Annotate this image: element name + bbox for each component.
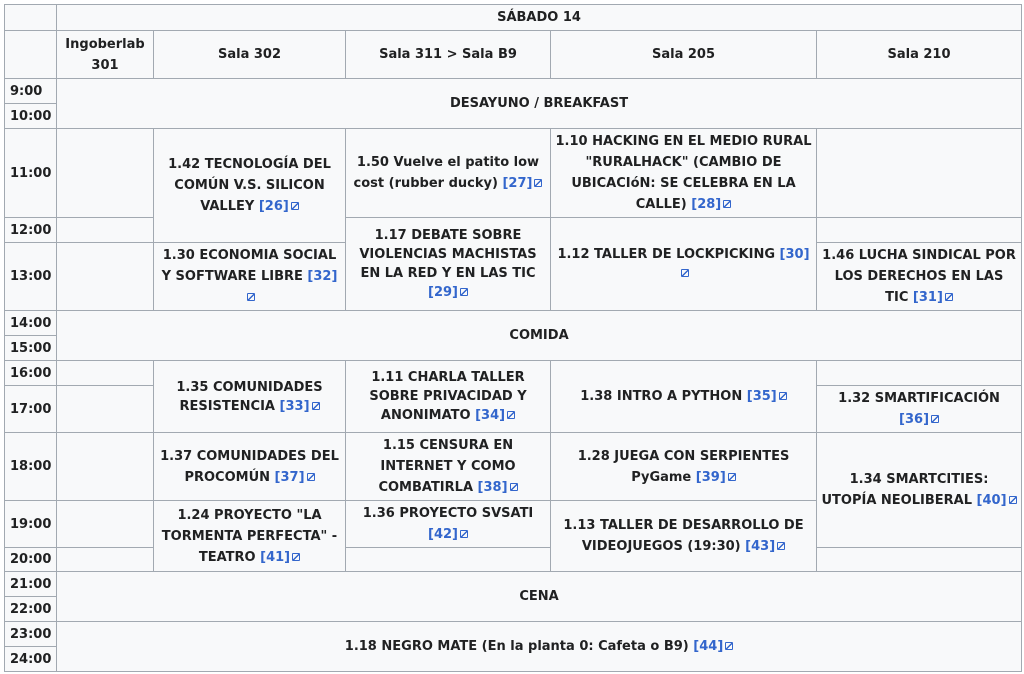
room-header: Sala 210	[817, 31, 1022, 79]
session-title: 1.17 DEBATE SOBRE VIOLENCIAS MACHISTAS EN LA RED Y EN LAS TIC	[359, 228, 537, 281]
empty-cell	[57, 501, 154, 548]
room-header: Sala 205	[551, 31, 817, 79]
session-title: 1.28 JUEGA CON SERPIENTES PyGame	[577, 448, 790, 485]
empty-cell	[57, 243, 154, 311]
session-title: 1.34 SMARTCITIES: UTOPÍA NEOLIBERAL	[821, 472, 989, 508]
session-cell	[551, 361, 817, 433]
reference-link[interactable]: [28]	[691, 197, 731, 212]
room-header: Ingoberlab 301	[57, 31, 154, 79]
session-title: 1.12 TALLER DE LOCKPICKING	[557, 247, 776, 262]
session-cell	[346, 218, 551, 311]
reference-link[interactable]: [32]	[245, 269, 338, 305]
reference-link[interactable]: [42]	[428, 527, 468, 542]
reference-link[interactable]: [33]	[280, 399, 320, 414]
time-label: 22:00	[5, 597, 57, 622]
session-title: 1.38 INTRO A PYTHON	[580, 389, 743, 404]
time-label: 18:00	[5, 433, 57, 501]
session-cell	[817, 433, 1022, 548]
session-title: 1.30 ECONOMIA SOCIAL Y SOFTWARE LIBRE	[161, 248, 337, 284]
session-cell	[346, 129, 551, 218]
session-title: 1.50 Vuelve el patito low cost (rubber ducky)	[353, 155, 540, 191]
reference-link[interactable]: [30]	[679, 247, 810, 281]
time-label: 10:00	[5, 104, 57, 129]
time-label: 24:00	[5, 647, 57, 672]
empty-cell	[817, 218, 1022, 243]
dinner-cell: CENA	[57, 572, 1022, 622]
time-label: 19:00	[5, 501, 57, 548]
session-cell	[817, 386, 1022, 433]
reference-link[interactable]: [29]	[428, 285, 468, 300]
empty-cell	[57, 386, 154, 433]
session-cell	[551, 501, 817, 572]
empty-cell	[57, 548, 154, 572]
breakfast-cell: DESAYUNO / BREAKFAST	[57, 79, 1022, 129]
reference-link[interactable]: [44]	[693, 639, 733, 654]
night-session-cell	[57, 622, 1022, 672]
session-cell	[346, 501, 551, 548]
session-title: 1.10 HACKING EN EL MEDIO RURAL "RURALHACK" (CAMBIO DE UBICACIóN: SE CELEBRA EN LA CALLE)	[555, 134, 812, 212]
time-label: 20:00	[5, 548, 57, 572]
session-title: 1.15 CENSURA EN INTERNET Y COMO COMBATIRLA	[378, 438, 516, 495]
time-label: 13:00	[5, 243, 57, 311]
reference-link[interactable]: [27]	[502, 176, 542, 191]
schedule-table	[4, 4, 1022, 672]
session-title: 1.32 SMARTIFICACIÓN	[838, 391, 1000, 406]
session-title: 1.42 TECNOLOGÍA DEL COMÚN V.S. SILICON VALLEY	[168, 157, 331, 214]
reference-link[interactable]: [40]	[977, 493, 1017, 508]
empty-cell	[57, 218, 154, 243]
time-label: 11:00	[5, 129, 57, 218]
time-label: 21:00	[5, 572, 57, 597]
session-title: 1.11 CHARLA TALLER SOBRE PRIVACIDAD Y ANONIMATO	[369, 370, 527, 423]
corner-cell	[5, 31, 57, 79]
corner-cell	[5, 5, 57, 31]
time-label: 15:00	[5, 336, 57, 361]
time-label: 23:00	[5, 622, 57, 647]
day-header: SÁBADO 14	[57, 5, 1022, 31]
empty-cell	[57, 129, 154, 218]
session-cell	[346, 433, 551, 501]
session-title: 1.18 NEGRO MATE (En la planta 0: Cafeta o B9)	[344, 639, 689, 654]
session-cell	[154, 433, 346, 501]
empty-cell	[346, 548, 551, 572]
session-cell	[346, 361, 551, 433]
session-cell	[817, 243, 1022, 311]
reference-link[interactable]: [41]	[260, 550, 300, 565]
reference-link[interactable]: [43]	[745, 539, 785, 554]
reference-link[interactable]: [26]	[259, 199, 299, 214]
empty-cell	[57, 361, 154, 386]
time-label: 17:00	[5, 386, 57, 433]
reference-link[interactable]: [37]	[275, 470, 315, 485]
empty-cell	[57, 433, 154, 501]
room-header: Sala 311 > Sala B9	[346, 31, 551, 79]
session-cell	[154, 501, 346, 572]
session-cell	[154, 129, 346, 243]
reference-link[interactable]: [38]	[478, 480, 518, 495]
reference-link[interactable]: [35]	[747, 389, 787, 404]
empty-cell	[817, 548, 1022, 572]
empty-cell	[817, 361, 1022, 386]
session-title: 1.46 LUCHA SINDICAL POR LOS DERECHOS EN LAS TIC	[822, 248, 1016, 305]
reference-link[interactable]: [36]	[899, 412, 939, 427]
session-cell	[551, 218, 817, 311]
time-label: 12:00	[5, 218, 57, 243]
session-cell	[551, 129, 817, 218]
time-label: 16:00	[5, 361, 57, 386]
session-cell	[551, 433, 817, 501]
reference-link[interactable]: [31]	[913, 290, 953, 305]
time-label: 9:00	[5, 79, 57, 104]
reference-link[interactable]: [39]	[696, 470, 736, 485]
time-label: 14:00	[5, 311, 57, 336]
session-title: 1.13 TALLER DE DESARROLLO DE VIDEOJUEGOS (19:30)	[563, 518, 804, 554]
session-title: 1.24 PROYECTO "LA TORMENTA PERFECTA" - TEATRO	[161, 507, 338, 565]
room-header: Sala 302	[154, 31, 346, 79]
session-title: 1.37 COMUNIDADES DEL PROCOMÚN	[160, 448, 339, 485]
reference-link[interactable]: [34]	[475, 408, 515, 423]
session-title: 1.35 COMUNIDADES RESISTENCIA	[176, 379, 323, 414]
empty-cell	[817, 129, 1022, 218]
session-cell	[154, 361, 346, 433]
lunch-cell: COMIDA	[57, 311, 1022, 361]
session-cell	[154, 243, 346, 311]
session-title: 1.36 PROYECTO SVSATI	[362, 506, 534, 521]
